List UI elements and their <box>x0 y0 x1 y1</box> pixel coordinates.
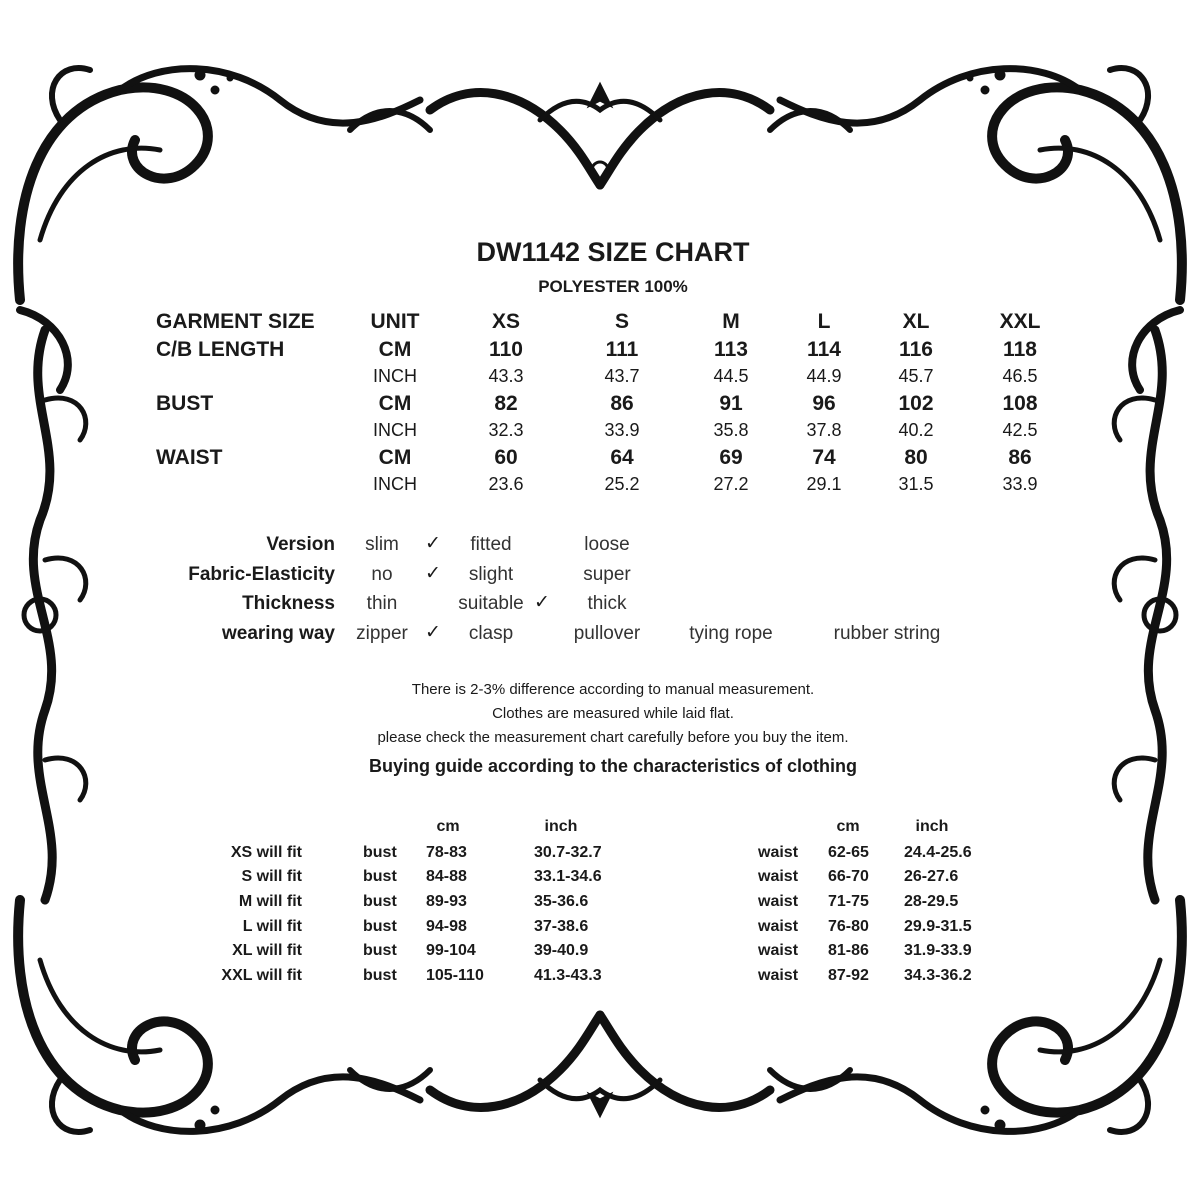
table-cell: 114 <box>807 338 841 361</box>
table-cell: 37.8 <box>806 420 842 440</box>
guide-row-label: L will fit <box>242 918 302 935</box>
note-line: Clothes are measured while laid flat. <box>492 705 734 722</box>
guide-waist-inch: 24.4-25.6 <box>904 844 972 861</box>
table-cell: 116 <box>899 338 933 361</box>
guide-cm-header: cm <box>436 818 460 835</box>
table-cell: 96 <box>812 392 836 415</box>
garment-size-header: GARMENT SIZE <box>156 310 315 333</box>
guide-row-label: S will fit <box>241 868 302 885</box>
unit-header: UNIT <box>370 310 420 333</box>
guide-waist-inch: 28-29.5 <box>904 893 959 910</box>
unit-cm: CM <box>378 446 412 469</box>
guide-waist-label: waist <box>758 868 799 885</box>
page-title: DW1142 SIZE CHART <box>476 237 750 267</box>
table-cell: 33.9 <box>1002 474 1038 494</box>
guide-bust-cm: 94-98 <box>426 918 467 935</box>
table-cell: 33.9 <box>604 420 640 440</box>
table-cell: 25.2 <box>604 474 640 494</box>
table-cell: 91 <box>719 392 743 415</box>
guide-waist-inch: 34.3-36.2 <box>904 967 972 984</box>
property-option: suitable <box>458 593 524 614</box>
table-cell: 42.5 <box>1002 420 1038 440</box>
property-label-wearing-way: wearing way <box>222 623 335 644</box>
size-header: XL <box>902 310 930 333</box>
guide-waist-label: waist <box>758 918 799 935</box>
table-cell: 69 <box>719 446 743 469</box>
property-option: tying rope <box>689 623 773 644</box>
guide-row-label: XL will fit <box>232 942 302 959</box>
guide-waist-cm: 76-80 <box>828 918 869 935</box>
guide-bust-label: bust <box>363 868 397 885</box>
property-label-fabric-elasticity: Fabric-Elasticity <box>188 564 335 585</box>
guide-bust-inch: 33.1-34.6 <box>534 868 602 885</box>
guide-waist-label: waist <box>758 844 799 861</box>
table-cell: 74 <box>812 446 836 469</box>
guide-inch-header: inch <box>915 818 949 835</box>
table-cell: 27.2 <box>713 474 749 494</box>
guide-bust-label: bust <box>363 942 397 959</box>
guide-waist-label: waist <box>758 942 799 959</box>
guide-waist-cm: 87-92 <box>828 967 869 984</box>
property-option: no <box>371 564 393 585</box>
table-cell: 80 <box>904 446 928 469</box>
guide-waist-cm: 71-75 <box>828 893 869 910</box>
property-option: slight <box>468 564 514 585</box>
guide-cm-header: cm <box>836 818 860 835</box>
guide-bust-cm: 78-83 <box>426 844 467 861</box>
guide-waist-inch: 29.9-31.5 <box>904 918 972 935</box>
row-label-bust: BUST <box>156 392 214 415</box>
table-cell: 82 <box>494 392 518 415</box>
property-option: rubber string <box>833 623 941 644</box>
check-icon: ✓ <box>425 563 441 584</box>
row-label-waist: WAIST <box>156 446 223 469</box>
table-cell: 43.3 <box>488 366 524 386</box>
guide-row-label: XS will fit <box>230 844 302 861</box>
left-side-vine <box>24 330 86 900</box>
table-cell: 64 <box>610 446 634 469</box>
property-option: clasp <box>468 623 514 644</box>
unit-inch: INCH <box>373 366 417 386</box>
table-cell: 35.8 <box>713 420 749 440</box>
check-icon: ✓ <box>425 622 441 643</box>
property-option: zipper <box>356 623 408 644</box>
guide-bust-label: bust <box>363 844 397 861</box>
table-cell: 111 <box>605 338 639 361</box>
guide-bust-cm: 105-110 <box>426 967 484 984</box>
guide-waist-inch: 26-27.6 <box>904 868 959 885</box>
property-label-thickness: Thickness <box>242 593 335 614</box>
row-label-cb-length: C/B LENGTH <box>156 338 285 361</box>
material-subtitle: POLYESTER 100% <box>538 277 688 296</box>
property-option: loose <box>584 534 630 555</box>
guide-waist-cm: 81-86 <box>828 942 869 959</box>
table-cell: 86 <box>610 392 634 415</box>
guide-bust-label: bust <box>363 918 397 935</box>
guide-waist-cm: 62-65 <box>828 844 869 861</box>
guide-bust-label: bust <box>363 967 397 984</box>
property-option: pullover <box>573 623 641 644</box>
check-icon: ✓ <box>534 592 550 613</box>
table-cell: 44.9 <box>806 366 842 386</box>
unit-inch: INCH <box>373 474 417 494</box>
guide-waist-cm: 66-70 <box>828 868 869 885</box>
guide-inch-header: inch <box>544 818 578 835</box>
check-icon: ✓ <box>425 533 441 554</box>
table-cell: 46.5 <box>1002 366 1038 386</box>
property-option: thick <box>587 593 627 614</box>
property-option: fitted <box>470 534 512 555</box>
guide-bust-inch: 39-40.9 <box>534 942 589 959</box>
guide-bust-inch: 37-38.6 <box>534 918 589 935</box>
size-header: S <box>614 310 630 333</box>
property-option: thin <box>366 593 398 614</box>
guide-bust-cm: 84-88 <box>426 868 467 885</box>
table-cell: 108 <box>1002 392 1038 415</box>
top-center-ornament <box>350 85 850 185</box>
property-option: slim <box>365 534 399 555</box>
right-side-vine <box>1114 330 1176 900</box>
guide-waist-inch: 31.9-33.9 <box>904 942 972 959</box>
size-header: XXL <box>999 310 1041 333</box>
table-cell: 102 <box>898 392 934 415</box>
guide-bust-inch: 41.3-43.3 <box>534 967 602 984</box>
guide-bust-cm: 99-104 <box>426 942 476 959</box>
table-cell: 31.5 <box>898 474 934 494</box>
table-cell: 60 <box>494 446 518 469</box>
guide-waist-label: waist <box>758 967 799 984</box>
buying-guide-title: Buying guide according to the characteristics of clothing <box>368 756 858 776</box>
table-cell: 23.6 <box>488 474 524 494</box>
corner-scroll-bottom-left <box>18 900 420 1132</box>
table-cell: 29.1 <box>806 474 842 494</box>
property-label-version: Version <box>266 534 335 555</box>
guide-bust-inch: 35-36.6 <box>534 893 589 910</box>
note-line: There is 2-3% difference according to manual measurement. <box>411 681 815 698</box>
table-cell: 43.7 <box>604 366 640 386</box>
unit-cm: CM <box>378 338 412 361</box>
size-header: M <box>722 310 740 333</box>
table-cell: 113 <box>714 338 748 361</box>
note-line: please check the measurement chart carefully before you buy the item. <box>377 729 849 746</box>
guide-bust-cm: 89-93 <box>426 893 467 910</box>
property-option: super <box>583 564 631 585</box>
size-header: XS <box>491 310 521 333</box>
table-cell: 118 <box>1003 338 1037 361</box>
bottom-center-ornament <box>350 1015 850 1115</box>
table-cell: 86 <box>1008 446 1032 469</box>
guide-row-label: M will fit <box>238 893 302 910</box>
table-cell: 44.5 <box>713 366 749 386</box>
size-header: L <box>817 310 831 333</box>
table-cell: 110 <box>489 338 523 361</box>
table-cell: 40.2 <box>898 420 934 440</box>
table-cell: 45.7 <box>898 366 934 386</box>
guide-waist-label: waist <box>758 893 799 910</box>
unit-cm: CM <box>378 392 412 415</box>
guide-bust-inch: 30.7-32.7 <box>534 844 602 861</box>
guide-row-label: XXL will fit <box>221 967 302 984</box>
guide-bust-label: bust <box>363 893 397 910</box>
table-cell: 32.3 <box>488 420 524 440</box>
unit-inch: INCH <box>373 420 417 440</box>
